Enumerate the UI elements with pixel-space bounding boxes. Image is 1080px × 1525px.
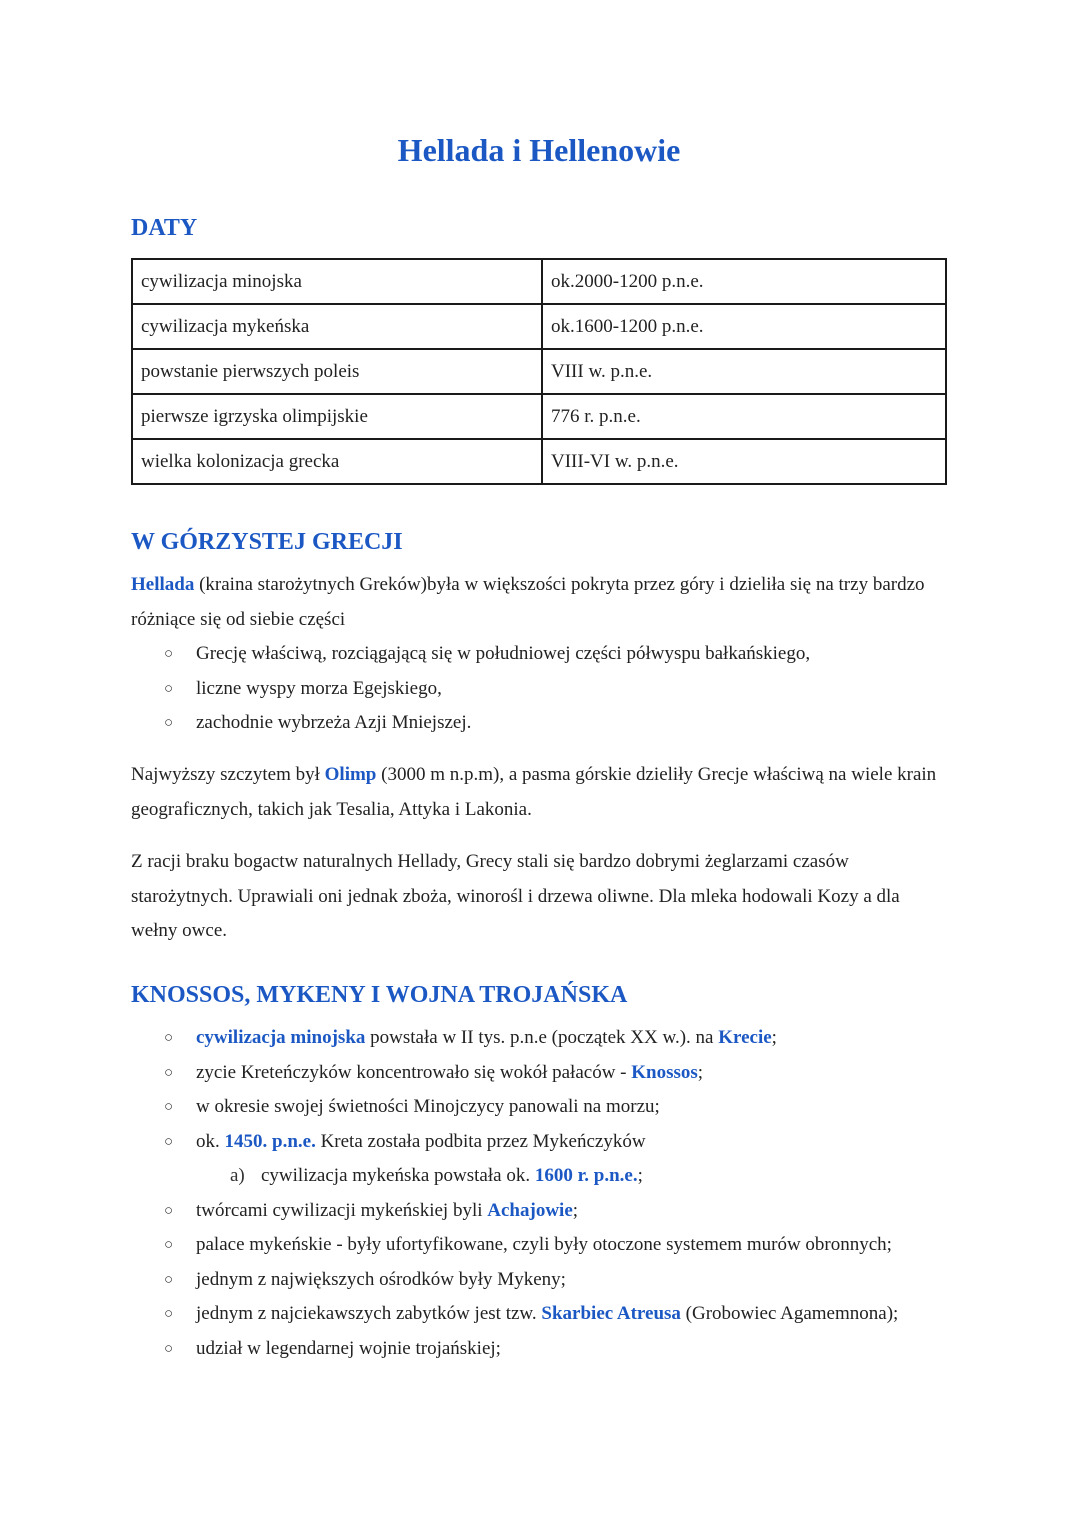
event-cell: pierwsze igrzyska olimpijskie — [132, 394, 542, 439]
list-item — [131, 672, 947, 707]
text-span: zycie Kreteńczyków koncentrowało się wokół pałaców - — [196, 1061, 632, 1083]
circle-bullet-icon: ○ — [164, 1237, 174, 1253]
date-cell: VIII-VI w. p.n.e. — [542, 439, 946, 484]
dates-heading: DATY — [131, 215, 198, 241]
text-span: Kreta została podbita przez Mykeńczyków — [315, 1130, 646, 1152]
highlight-term: Skarbiec Atreusa — [541, 1303, 681, 1324]
list-item-text: liczne wyspy morza Egejskiego, — [196, 677, 442, 699]
list-item — [131, 1021, 947, 1056]
list-item — [131, 706, 947, 741]
circle-bullet-icon: ○ — [164, 1133, 174, 1150]
circle-bullet-icon: ○ — [164, 1306, 174, 1322]
list-item — [131, 1297, 947, 1332]
text-span: palace mykeńskie - były ufortyfikowane, czyli były otoczone systemem murów obronnych; — [196, 1234, 892, 1255]
text-span: ok. — [196, 1130, 225, 1152]
highlight-term: Knossos — [631, 1061, 698, 1083]
olimp-term: Olimp — [324, 764, 377, 785]
table-row — [132, 349, 946, 394]
highlight-term: 1450. p.n.e. — [224, 1130, 316, 1152]
text-span: w okresie swojej świetności Minojczycy panowali na morzu; — [196, 1096, 660, 1117]
text-span: (3000 m n.p.m), a pasma górskie dzieliły Grecje właściwą na wiele krain geograficznych, takich jak Tesalia, Attyka i Lakonia. — [131, 764, 937, 820]
event-cell: cywilizacja minojska — [132, 259, 542, 304]
regions-list — [131, 637, 947, 741]
list-item — [131, 1125, 947, 1160]
hellada-term: Hellada — [131, 574, 195, 595]
circle-bullet-icon: ○ — [164, 1030, 174, 1046]
text-span: ; — [572, 1199, 579, 1221]
text-span: ; — [697, 1061, 704, 1083]
event-cell: powstanie pierwszych poleis — [132, 349, 542, 394]
date-cell: 776 r. p.n.e. — [542, 394, 946, 439]
list-item — [131, 1194, 947, 1229]
table-row — [132, 259, 946, 304]
highlight-term: Achajowie — [487, 1199, 573, 1221]
highlight-term: 1600 r. p.n.e. — [534, 1165, 638, 1186]
event-cell: cywilizacja mykeńska — [132, 304, 542, 349]
date-cell: ok.1600-1200 p.n.e. — [542, 304, 946, 349]
circle-bullet-icon: ○ — [164, 646, 174, 662]
highlight-term: Krecie — [718, 1027, 772, 1048]
table-row — [132, 394, 946, 439]
text-span: (Grobowiec Agamemnona); — [680, 1303, 899, 1324]
text-span: jednym z największych ośrodków były Mykeny; — [196, 1268, 566, 1290]
circle-bullet-icon: ○ — [164, 1099, 174, 1115]
list-item — [131, 1228, 947, 1263]
circle-bullet-icon: ○ — [164, 1064, 174, 1081]
date-cell: VIII w. p.n.e. — [542, 349, 946, 394]
sub-list-item — [131, 1159, 947, 1194]
list-item-text: Grecję właściwą, rozciągającą się w południowej części półwyspu bałkańskiego, — [196, 643, 811, 664]
hellada-intro — [131, 568, 947, 637]
circle-bullet-icon: ○ — [164, 680, 174, 697]
list-item — [131, 1332, 947, 1367]
text-span: ; — [771, 1027, 777, 1048]
text-span: powstała w II tys. p.n.e (początek XX w.). na — [365, 1027, 719, 1048]
list-item — [131, 1056, 947, 1091]
document-title: Hellada i Hellenowie — [397, 132, 681, 168]
date-cell: ok.2000-1200 p.n.e. — [542, 259, 946, 304]
circle-bullet-icon: ○ — [164, 715, 174, 731]
sub-item-marker: a) — [230, 1165, 245, 1186]
circle-bullet-icon: ○ — [164, 1340, 174, 1357]
list-item — [131, 1090, 947, 1125]
intro-text: (kraina starożytnych Greków)była w większości pokryta przez góry i dzieliła się na trzy bardzo różniące się od siebie części — [131, 574, 925, 630]
table-row — [132, 439, 946, 484]
list-item — [131, 637, 947, 672]
event-cell: wielka kolonizacja grecka — [132, 439, 542, 484]
text-span: twórcami cywilizacji mykeńskiej byli — [196, 1199, 488, 1221]
text-span: ; — [637, 1165, 643, 1186]
highlight-term: cywilizacja minojska — [196, 1027, 366, 1048]
dates-table — [131, 258, 947, 485]
text-span: udział w legendarnej wojnie trojańskiej; — [196, 1337, 501, 1359]
table-row — [132, 304, 946, 349]
text-span: Najwyższy szczytem był — [131, 764, 325, 785]
olimp-paragraph — [131, 758, 947, 827]
text-span: cywilizacja mykeńska powstała ok. — [261, 1165, 535, 1186]
mountain-heading: W GÓRZYSTEJ GRECJI — [131, 529, 403, 555]
resources-paragraph: Z racji braku bogactw naturalnych Hellady, Grecy stali się bardzo dobrymi żeglarzami czasów starożytnych. Uprawiali oni jednak zboża, winorośl i drzewa oliwne. Dla mleka hodowali Kozy a dla wełny owce. — [131, 851, 900, 941]
circle-bullet-icon: ○ — [164, 1271, 174, 1288]
list-item — [131, 1263, 947, 1298]
list-item-text: zachodnie wybrzeża Azji Mniejszej. — [196, 712, 472, 733]
knossos-list — [131, 1021, 947, 1366]
circle-bullet-icon: ○ — [164, 1202, 174, 1219]
text-span: jednym z najciekawszych zabytków jest tzw. — [196, 1303, 542, 1324]
knossos-heading: KNOSSOS, MYKENY I WOJNA TROJAŃSKA — [131, 982, 628, 1008]
